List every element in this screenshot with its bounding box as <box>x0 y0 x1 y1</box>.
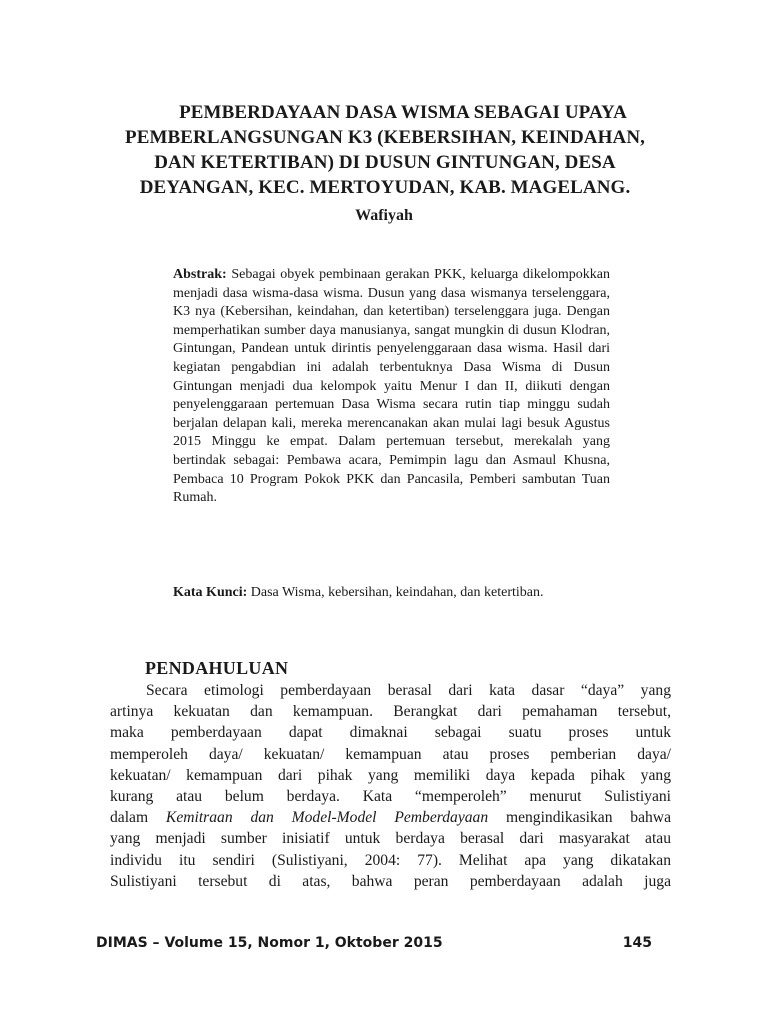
body-line: Secara etimologi pemberdayaan berasal dari kata dasar “daya” yang <box>146 682 671 699</box>
keywords-text: Dasa Wisma, kebersihan, keindahan, dan ketertiban. <box>250 585 544 600</box>
body-line: Sulistiyani tersebut di atas, bahwa peran pemberdayaan adalah juga <box>110 872 671 890</box>
title-line: DAN KETERTIBAN) DI DUSUN GINTUNGAN, DESA <box>154 152 616 173</box>
section-heading: PENDAHULUAN <box>145 658 289 678</box>
title-line: PEMBERDAYAAN DASA WISMA SEBAGAI UPAYA <box>179 102 627 123</box>
body-line: individu itu sendiri (Sulistiyani, 2004: 77). Melihat apa yang dikatakan <box>110 851 671 869</box>
abstract-label: Abstrak: <box>173 267 227 282</box>
abstract-block <box>173 266 610 508</box>
page-number: 145 <box>622 935 652 951</box>
body-line: maka pemberdayaan dapat dimaknai sebagai suatu proses untuk <box>110 724 671 742</box>
paper-title <box>110 100 660 200</box>
journal-volume: Volume 15, Nomor 1, Oktober 2015 <box>164 935 443 951</box>
title-line: DEYANGAN, KEC. MERTOYUDAN, KAB. MAGELANG. <box>139 177 631 198</box>
body-line: kekuatan/ kemampuan dari pihak yang memiliki daya kepada pihak yang <box>110 766 671 784</box>
author-name: Wafiyah <box>355 207 413 224</box>
title-line: PEMBERLANGSUNGAN K3 (KEBERSIHAN, KEINDAHAN, <box>125 127 645 148</box>
abstract-text: Sebagai obyek pembinaan gerakan PKK, keluarga dikelompokkan menjadi dasa wisma-dasa wisma. Dusun yang dasa wismanya terselenggara, K3 nya (Kebersihan, keindahan, dan ketertiban) terselenggara juga. Dengan memperhatikan sumber daya manusianya, sangat mungkin di dusun Klodran, Gintungan, Pandean untuk dirintis penyelenggaraan dasa wisma. Hasil dari kegiatan pengabdian ini adalah terbentuknya Dasa Wisma di Dusun Gintungan menjadi dua kelompok yaitu Menur I dan II, diikuti dengan penyelenggaraan pertemuan Dasa Wisma secara rutin tiap minggu sudah berjalan delapan kali, mereka merencanakan akan mulai lagi besuk Agustus 2015 Minggu ke empat. Dalam pertemuan tersebut, merekalah yang bertindak sebagai: Pembawa acara, Pemimpin lagu dan Asmaul Khusna, Pembaca 10 Program Pokok PKK dan Pancasila, Pemberi sambutan Tuan Rumah. <box>173 267 610 506</box>
journal-name: DIMAS <box>96 935 148 951</box>
body-line-part: mengindikasikan bahwa <box>488 809 671 827</box>
body-line-part: dalam <box>110 809 166 827</box>
journal-citation <box>96 933 443 953</box>
body-line-with-citation <box>110 807 671 828</box>
body-line: yang menjadi sumber inisiatif untuk berdaya berasal dari masyarakat atau <box>110 830 671 848</box>
footer-separator: – <box>147 935 165 951</box>
body-line: memperoleh daya/ kekuatan/ kemampuan atau proses pemberian daya/ <box>110 745 671 763</box>
body-paragraph <box>110 680 671 892</box>
keywords-label: Kata Kunci: <box>173 585 248 600</box>
keywords-block <box>173 583 610 602</box>
body-line: artinya kekuatan dan kemampuan. Berangkat dari pemahaman tersebut, <box>110 703 671 721</box>
body-line: kurang atau belum berdaya. Kata “memperoleh” menurut Sulistiyani <box>110 788 671 806</box>
cited-book-title: Kemitraan dan Model-Model Pemberdayaan <box>165 809 489 827</box>
